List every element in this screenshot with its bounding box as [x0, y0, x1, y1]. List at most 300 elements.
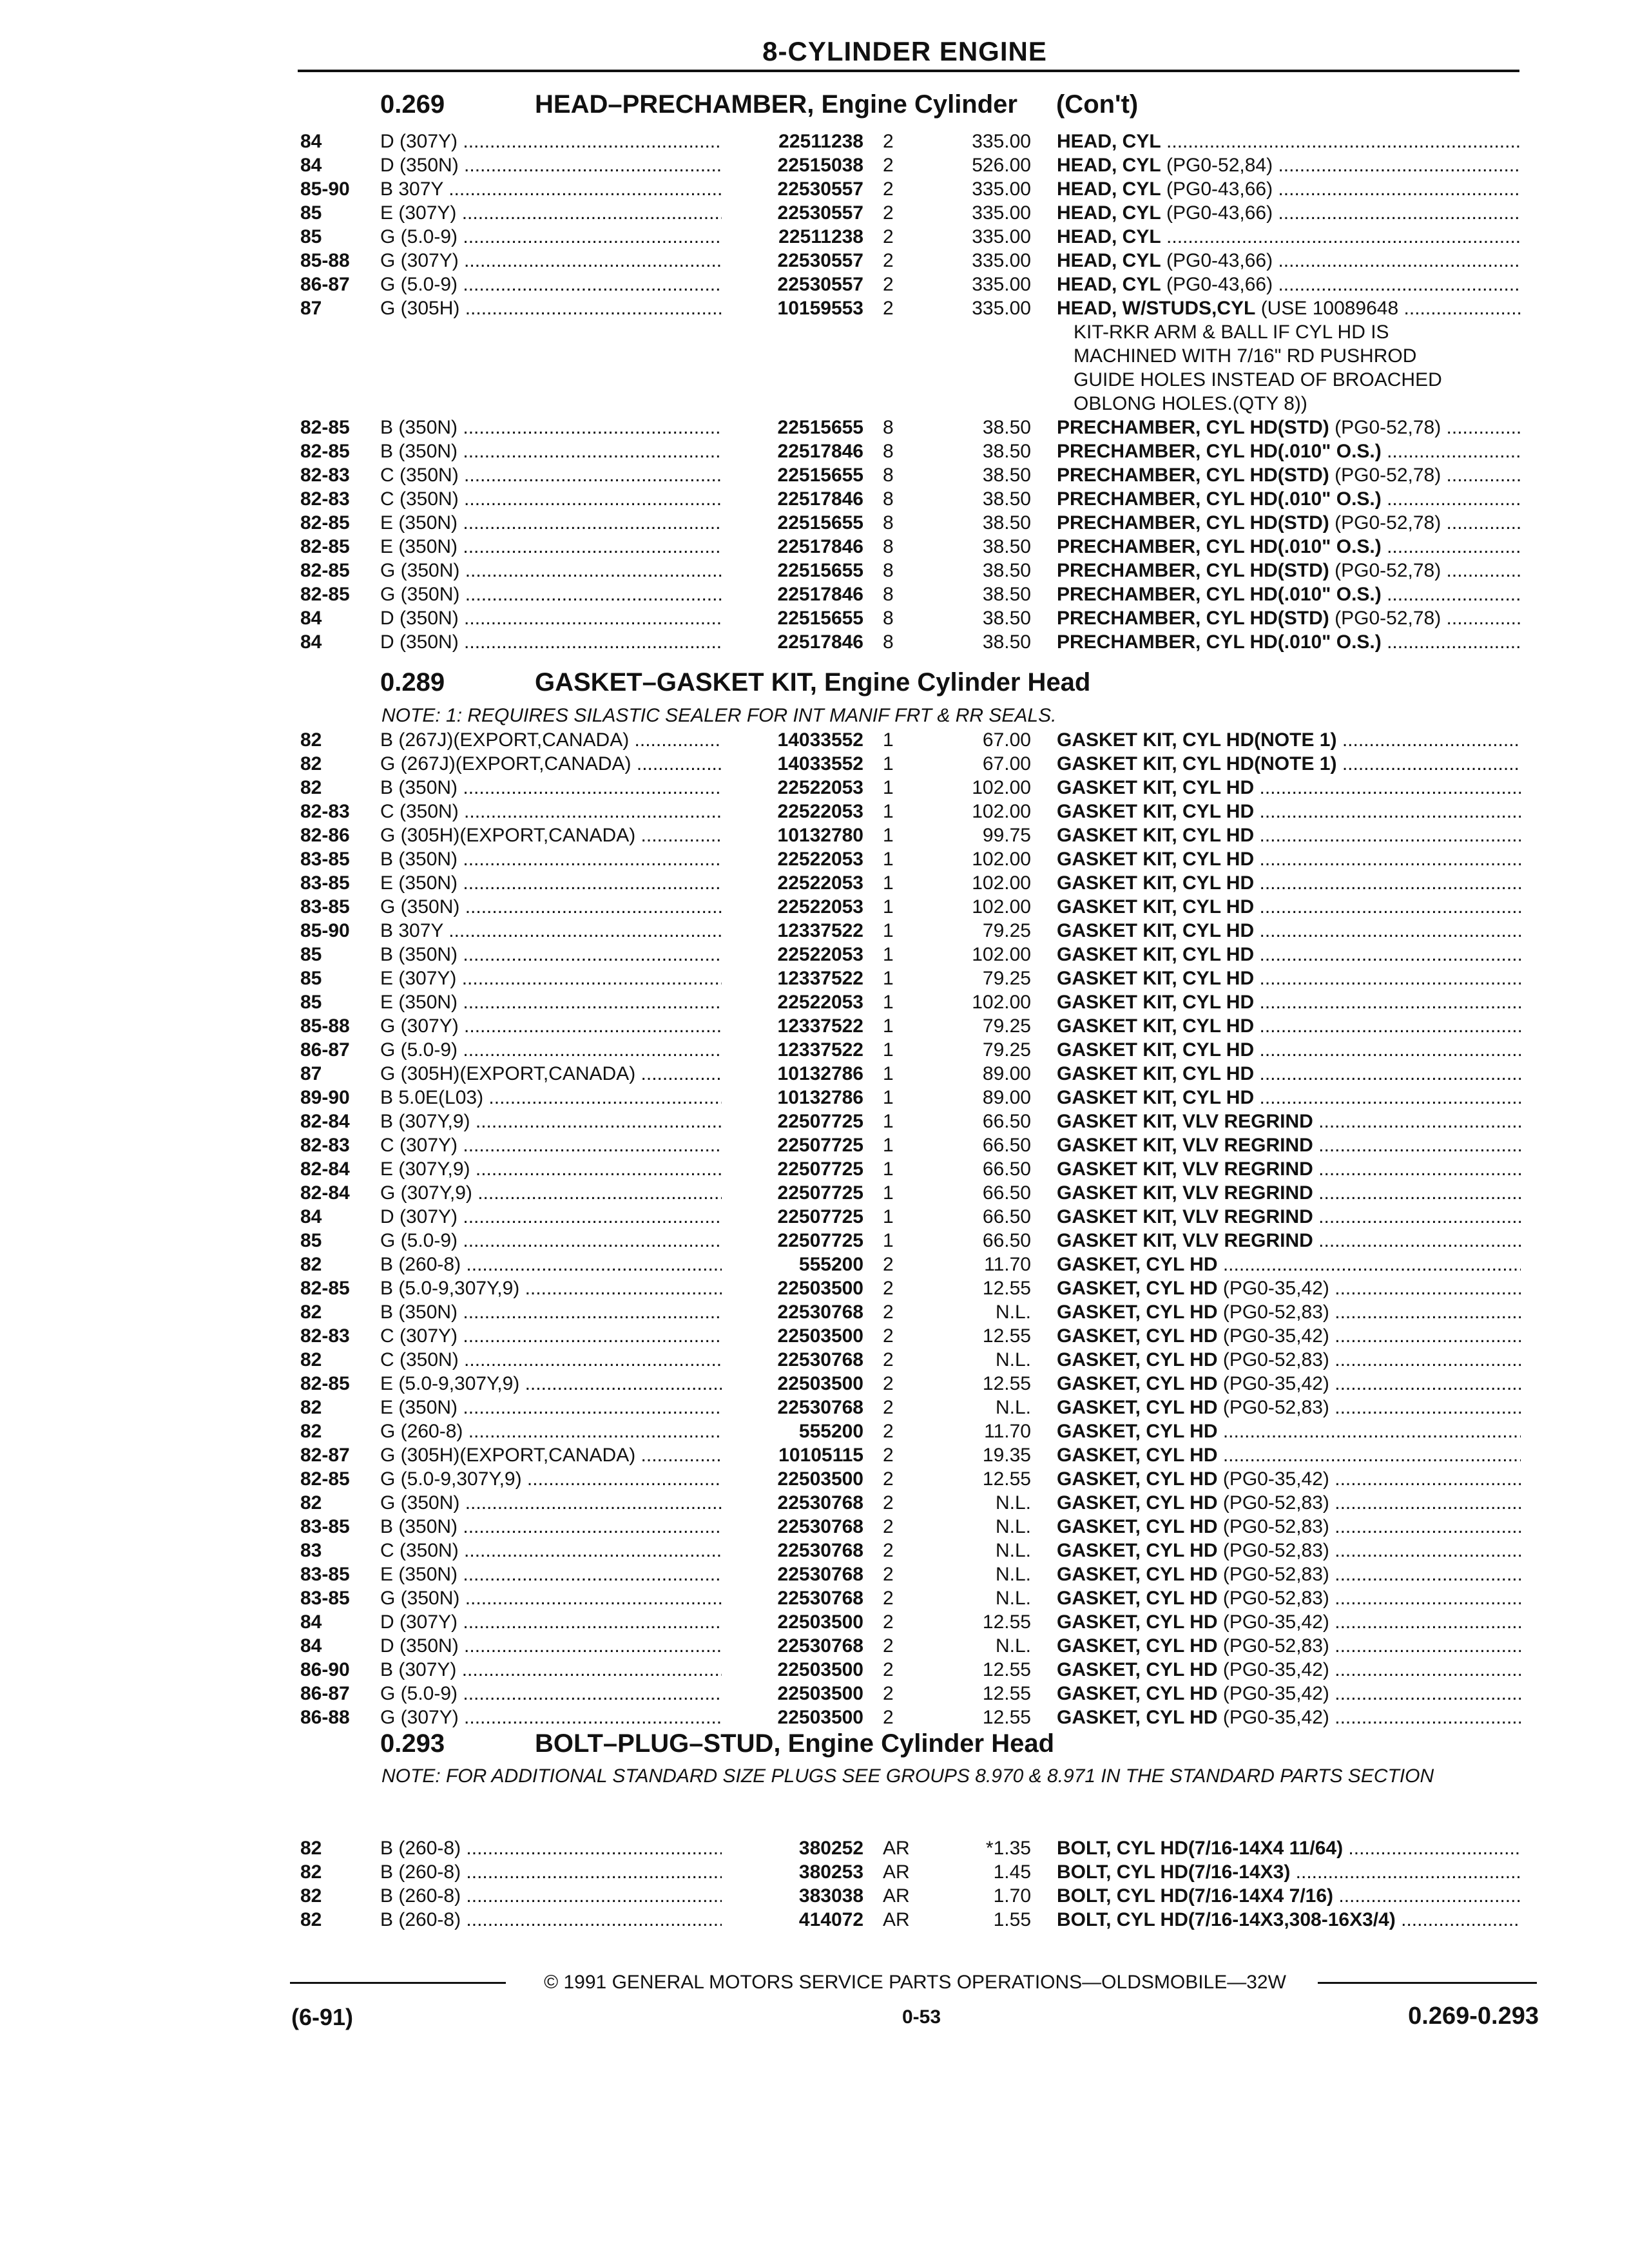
part-number: 555200 — [722, 1253, 863, 1276]
body-engine: E (307Y) ..... — [380, 966, 722, 990]
part-description — [1057, 1086, 1521, 1110]
part-number: 12337522 — [722, 966, 863, 990]
part-description — [1057, 225, 1521, 249]
table-row — [0, 728, 1629, 752]
body-engine: G (307Y) ..... — [380, 1706, 722, 1729]
body-engine: B (350N) ..... — [380, 1515, 722, 1539]
list-price: 102.00 — [972, 801, 1031, 822]
body-engine: B (260-8) ..... — [380, 1908, 722, 1932]
body-engine: C (307Y) ..... — [380, 1133, 722, 1157]
description-name: GASKET KIT, CYL HD — [1057, 1039, 1255, 1061]
quantity: 1 — [883, 896, 894, 918]
body-engine: B (307Y,9) ..... — [380, 1110, 722, 1133]
quantity: 1 — [883, 920, 894, 941]
part-description — [1057, 800, 1521, 823]
model-year: 85-90 — [300, 178, 350, 200]
model-year: 82-84 — [300, 1182, 350, 1204]
quantity: 8 — [883, 441, 894, 462]
model-year: 82 — [300, 753, 322, 774]
quantity: AR — [883, 1885, 910, 1907]
part-description — [1057, 559, 1521, 582]
description-detail: (PG0-35,42) — [1222, 1707, 1329, 1728]
body-engine: G (5.0-9) ..... — [380, 225, 722, 249]
body-engine: B (350N) ..... — [380, 416, 722, 439]
part-number: 22517846 — [722, 439, 863, 463]
footer-rule-right — [1318, 1982, 1537, 1984]
description-name: HEAD, CYL — [1057, 155, 1161, 176]
section-header-0-293 — [380, 1729, 1540, 1758]
description-detail: (PG0-52,78) — [1335, 608, 1441, 629]
table-row — [0, 990, 1629, 1014]
list-price: 38.50 — [982, 512, 1031, 533]
model-year: 82-83 — [300, 465, 350, 486]
body-engine: D (307Y) ..... — [380, 1610, 722, 1634]
list-price: 38.50 — [982, 465, 1031, 486]
part-number: 22530768 — [722, 1515, 863, 1539]
description-name: GASKET KIT, CYL HD — [1057, 777, 1255, 798]
body-engine: E (350N) ..... — [380, 871, 722, 895]
description-detail: OBLONG HOLES.(QTY 8)) — [1074, 393, 1307, 414]
part-description — [1057, 1324, 1521, 1348]
model-year: 82-85 — [300, 512, 350, 533]
description-name: PRECHAMBER, CYL HD(STD) — [1057, 465, 1329, 486]
quantity: 2 — [883, 1349, 894, 1370]
body-engine: B (5.0-9,307Y,9) ..... — [380, 1276, 722, 1300]
quantity: 2 — [883, 226, 894, 247]
description-detail: (PG0-35,42) — [1222, 1325, 1329, 1347]
table-row — [0, 1205, 1629, 1229]
body-engine: C (350N) ..... — [380, 1348, 722, 1372]
part-description — [1074, 368, 1537, 392]
quantity: 2 — [883, 1421, 894, 1442]
table-row — [0, 487, 1629, 511]
part-number: 22507725 — [722, 1110, 863, 1133]
body-engine: G (267J)(EXPORT,CANADA) ..... — [380, 752, 722, 776]
body-engine: E (350N) ..... — [380, 535, 722, 559]
part-number: 22530768 — [722, 1634, 863, 1658]
part-description — [1057, 1276, 1521, 1300]
part-description — [1057, 1205, 1521, 1229]
model-year: 82 — [300, 1421, 322, 1442]
section-note: NOTE: 1: REQUIRES SILASTIC SEALER FOR INT MANIF FRT & RR SEALS. — [381, 705, 1057, 726]
quantity: 1 — [883, 968, 894, 989]
model-year: 82-85 — [300, 1468, 350, 1490]
body-engine: G (350N) ..... — [380, 559, 722, 582]
quantity: 8 — [883, 512, 894, 533]
model-year: 85 — [300, 1230, 322, 1251]
part-description — [1057, 630, 1521, 654]
description-name: GASKET KIT, CYL HD — [1057, 968, 1255, 989]
part-number: 22507725 — [722, 1181, 863, 1205]
description-continuation — [0, 392, 1629, 416]
description-name: GASKET, CYL HD — [1057, 1397, 1218, 1418]
table-row — [0, 1157, 1629, 1181]
list-price: 12.55 — [982, 1373, 1031, 1394]
description-detail: (PG0-52,84) — [1166, 155, 1273, 176]
body-engine: G (305H)(EXPORT,CANADA) ..... — [380, 1443, 722, 1467]
table-row — [0, 800, 1629, 823]
table-row — [0, 1133, 1629, 1157]
description-detail: (PG0-35,42) — [1222, 1468, 1329, 1490]
description-name: GASKET KIT, CYL HD — [1057, 872, 1255, 894]
body-engine: C (350N) ..... — [380, 1539, 722, 1562]
body-engine: C (350N) ..... — [380, 463, 722, 487]
part-description — [1057, 1348, 1521, 1372]
part-description — [1057, 1539, 1521, 1562]
quantity: 2 — [883, 274, 894, 295]
model-year: 83-85 — [300, 1564, 350, 1585]
description-continuation — [0, 368, 1629, 392]
part-number: 22507725 — [722, 1157, 863, 1181]
list-price: 11.70 — [984, 1254, 1031, 1275]
description-continuation — [0, 320, 1629, 344]
table-row — [0, 895, 1629, 919]
body-engine: G (260-8) ..... — [380, 1419, 722, 1443]
description-detail: (PG0-52,83) — [1222, 1540, 1329, 1561]
footer-page-number: 0-53 — [901, 2006, 941, 2028]
list-price: 335.00 — [972, 131, 1031, 152]
part-number: 12337522 — [722, 1014, 863, 1038]
part-description — [1057, 990, 1521, 1014]
footer-date: (6-91) — [291, 2004, 354, 2030]
part-number: 22530557 — [722, 249, 863, 273]
table-row — [0, 1396, 1629, 1419]
quantity: 8 — [883, 417, 894, 438]
description-name: GASKET, CYL HD — [1057, 1635, 1218, 1657]
part-description — [1057, 582, 1521, 606]
description-name: BOLT, CYL HD(7/16-14X3,308-16X3/4) — [1057, 1909, 1396, 1930]
description-name: GASKET KIT, CYL HD — [1057, 920, 1255, 941]
table-row — [0, 296, 1629, 320]
table-row — [0, 1491, 1629, 1515]
part-number: 22530768 — [722, 1562, 863, 1586]
description-name: GASKET, CYL HD — [1057, 1564, 1218, 1585]
list-price: 102.00 — [972, 777, 1031, 798]
model-year: 82-85 — [300, 1278, 350, 1299]
body-engine: E (350N) ..... — [380, 1396, 722, 1419]
table-row — [0, 1110, 1629, 1133]
part-number: 10132780 — [722, 823, 863, 847]
description-name: GASKET, CYL HD — [1057, 1516, 1218, 1537]
body-engine: D (307Y) ..... — [380, 1205, 722, 1229]
body-engine: G (350N) ..... — [380, 582, 722, 606]
section-number: 0.289 — [380, 668, 445, 697]
quantity: 1 — [883, 1135, 894, 1156]
body-engine: E (5.0-9,307Y,9) ..... — [380, 1372, 722, 1396]
body-engine: B (350N) ..... — [380, 776, 722, 800]
description-name: GASKET KIT, CYL HD — [1057, 801, 1255, 822]
description-detail: (PG0-35,42) — [1222, 1611, 1329, 1633]
part-number: 22517846 — [722, 487, 863, 511]
model-year: 84 — [300, 1611, 322, 1633]
table-row — [0, 823, 1629, 847]
quantity: 2 — [883, 1254, 894, 1275]
part-description — [1057, 1610, 1521, 1634]
part-number: 22515655 — [722, 416, 863, 439]
description-detail: (PG0-52,83) — [1222, 1302, 1329, 1323]
model-year: 82 — [300, 1397, 322, 1418]
part-description — [1057, 1860, 1521, 1884]
list-price: 38.50 — [982, 441, 1031, 462]
list-price: N.L. — [995, 1588, 1031, 1609]
part-description — [1057, 1253, 1521, 1276]
part-number: 22515038 — [722, 153, 863, 177]
list-price: 102.00 — [972, 896, 1031, 918]
table-row — [0, 439, 1629, 463]
part-description — [1057, 943, 1521, 966]
body-engine: G (307Y) ..... — [380, 249, 722, 273]
section-title: GASKET–GASKET KIT, Engine Cylinder Head — [535, 668, 1091, 697]
description-name: PRECHAMBER, CYL HD(STD) — [1057, 608, 1329, 629]
part-number: 22515655 — [722, 559, 863, 582]
description-name: GASKET KIT, CYL HD — [1057, 1015, 1255, 1037]
body-engine: B (267J)(EXPORT,CANADA) ..... — [380, 728, 722, 752]
table-row — [0, 1836, 1629, 1860]
list-price: 38.50 — [982, 584, 1031, 605]
model-year: 82-85 — [300, 584, 350, 605]
part-description — [1057, 776, 1521, 800]
description-name: GASKET, CYL HD — [1057, 1659, 1218, 1680]
list-price: 66.50 — [982, 1206, 1031, 1227]
model-year: 87 — [300, 298, 322, 319]
table-row — [0, 1276, 1629, 1300]
part-number: 22522053 — [722, 800, 863, 823]
model-year: 83 — [300, 1540, 322, 1561]
description-name: HEAD, CYL — [1057, 226, 1161, 247]
part-number: 14033552 — [722, 752, 863, 776]
part-description — [1057, 847, 1521, 871]
part-description — [1057, 966, 1521, 990]
table-row — [0, 463, 1629, 487]
model-year: 83-85 — [300, 1516, 350, 1537]
description-detail: (PG0-52,78) — [1335, 465, 1441, 486]
list-price: 79.25 — [982, 968, 1031, 989]
body-engine: B (350N) ..... — [380, 847, 722, 871]
list-price: 67.00 — [982, 729, 1031, 751]
quantity: 8 — [883, 465, 894, 486]
description-name: HEAD, CYL — [1057, 202, 1161, 224]
part-number: 12337522 — [722, 919, 863, 943]
table-row — [0, 535, 1629, 559]
model-year: 82-85 — [300, 417, 350, 438]
description-name: GASKET KIT, CYL HD(NOTE 1) — [1057, 753, 1337, 774]
body-engine: G (350N) ..... — [380, 1491, 722, 1515]
body-engine: G (305H) ..... — [380, 296, 722, 320]
part-number: 22522053 — [722, 871, 863, 895]
description-detail: (PG0-52,83) — [1222, 1516, 1329, 1537]
section-note: NOTE: FOR ADDITIONAL STANDARD SIZE PLUGS SEE GROUPS 8.970 & 8.971 IN THE STANDARD PARTS SECTION — [381, 1765, 1434, 1787]
list-price: 79.25 — [982, 1015, 1031, 1037]
description-detail: (PG0-52,78) — [1335, 560, 1441, 581]
part-description — [1057, 1396, 1521, 1419]
table-row — [0, 1860, 1629, 1884]
description-name: PRECHAMBER, CYL HD(.010" O.S.) — [1057, 631, 1382, 653]
list-price: 67.00 — [982, 753, 1031, 774]
table-row — [0, 1610, 1629, 1634]
table-row — [0, 1253, 1629, 1276]
part-number: 22522053 — [722, 776, 863, 800]
part-number: 22503500 — [722, 1276, 863, 1300]
list-price: 335.00 — [972, 202, 1031, 224]
table-row — [0, 1181, 1629, 1205]
description-name: GASKET, CYL HD — [1057, 1707, 1218, 1728]
list-price: 335.00 — [972, 298, 1031, 319]
model-year: 84 — [300, 155, 322, 176]
model-year: 87 — [300, 1063, 322, 1084]
table-row — [0, 1062, 1629, 1086]
list-price: 38.50 — [982, 608, 1031, 629]
part-description — [1057, 1110, 1521, 1133]
quantity: 8 — [883, 631, 894, 653]
quantity: AR — [883, 1838, 910, 1859]
list-price: 38.50 — [982, 560, 1031, 581]
part-description — [1057, 1515, 1521, 1539]
table-row — [0, 1634, 1629, 1658]
quantity: 8 — [883, 584, 894, 605]
part-number: 22530768 — [722, 1491, 863, 1515]
part-number: 22507725 — [722, 1229, 863, 1253]
body-engine: C (350N) ..... — [380, 487, 722, 511]
part-description — [1057, 130, 1521, 153]
table-row — [0, 1443, 1629, 1467]
quantity: 2 — [883, 1707, 894, 1728]
description-name: GASKET, CYL HD — [1057, 1325, 1218, 1347]
quantity: 2 — [883, 1659, 894, 1680]
model-year: 82 — [300, 1909, 322, 1930]
quantity: 2 — [883, 1611, 894, 1633]
body-engine: B (307Y) ..... — [380, 1658, 722, 1682]
description-name: PRECHAMBER, CYL HD(.010" O.S.) — [1057, 488, 1382, 510]
list-price: 38.50 — [982, 488, 1031, 510]
model-year: 82-85 — [300, 536, 350, 557]
part-description — [1057, 273, 1521, 296]
quantity: 2 — [883, 202, 894, 224]
description-name: PRECHAMBER, CYL HD(.010" O.S.) — [1057, 536, 1382, 557]
model-year: 85 — [300, 202, 322, 224]
model-year: 84 — [300, 131, 322, 152]
model-year: 82-85 — [300, 1373, 350, 1394]
part-description — [1057, 1908, 1521, 1932]
quantity: 8 — [883, 608, 894, 629]
list-price: 102.00 — [972, 944, 1031, 965]
description-detail: (PG0-35,42) — [1222, 1659, 1329, 1680]
description-name: GASKET KIT, VLV REGRIND — [1057, 1206, 1313, 1227]
model-year: 86-90 — [300, 1659, 350, 1680]
part-description — [1057, 535, 1521, 559]
part-description — [1057, 177, 1521, 201]
quantity: 1 — [883, 992, 894, 1013]
table-row — [0, 1038, 1629, 1062]
description-name: PRECHAMBER, CYL HD(STD) — [1057, 417, 1329, 438]
model-year: 84 — [300, 631, 322, 653]
description-name: PRECHAMBER, CYL HD(.010" O.S.) — [1057, 584, 1382, 605]
description-detail: (PG0-43,66) — [1166, 250, 1273, 271]
part-number: 22503500 — [722, 1467, 863, 1491]
list-price: N.L. — [995, 1564, 1031, 1585]
list-price: 89.00 — [982, 1087, 1031, 1108]
part-description — [1057, 487, 1521, 511]
model-year: 86-87 — [300, 1683, 350, 1704]
table-row — [0, 776, 1629, 800]
part-number: 22503500 — [722, 1610, 863, 1634]
part-description — [1057, 895, 1521, 919]
body-engine: D (307Y) ..... — [380, 130, 722, 153]
body-engine: B (260-8) ..... — [380, 1884, 722, 1908]
description-detail: (USE 10089648 — [1260, 298, 1399, 319]
quantity: 1 — [883, 1158, 894, 1180]
part-description — [1057, 823, 1521, 847]
part-description — [1057, 1586, 1521, 1610]
quantity: AR — [883, 1861, 910, 1883]
part-number: 10132786 — [722, 1062, 863, 1086]
model-year: 82-85 — [300, 560, 350, 581]
description-detail: (PG0-52,83) — [1222, 1564, 1329, 1585]
description-name: GASKET, CYL HD — [1057, 1302, 1218, 1323]
description-name: GASKET, CYL HD — [1057, 1683, 1218, 1704]
description-name: HEAD, CYL — [1057, 274, 1161, 295]
table-row — [0, 1706, 1629, 1729]
list-price: N.L. — [995, 1397, 1031, 1418]
part-description — [1057, 1491, 1521, 1515]
part-description — [1057, 463, 1521, 487]
table-row — [0, 630, 1629, 654]
part-description — [1057, 728, 1521, 752]
description-detail: (PG0-52,83) — [1222, 1349, 1329, 1370]
part-description — [1057, 606, 1521, 630]
list-price: 1.70 — [993, 1885, 1031, 1907]
table-row — [0, 177, 1629, 201]
body-engine: G (305H)(EXPORT,CANADA) ..... — [380, 823, 722, 847]
model-year: 82-83 — [300, 1325, 350, 1347]
part-number: 22503500 — [722, 1372, 863, 1396]
table-row — [0, 966, 1629, 990]
body-engine: D (350N) ..... — [380, 630, 722, 654]
model-year: 82 — [300, 1838, 322, 1859]
part-number: 22507725 — [722, 1133, 863, 1157]
description-name: GASKET KIT, CYL HD — [1057, 1063, 1255, 1084]
model-year: 82 — [300, 1492, 322, 1514]
part-description — [1057, 1419, 1521, 1443]
description-name: GASKET, CYL HD — [1057, 1421, 1218, 1442]
body-engine: G (350N) ..... — [380, 1586, 722, 1610]
quantity: 2 — [883, 1492, 894, 1514]
quantity: 1 — [883, 1206, 894, 1227]
description-continuation — [0, 344, 1629, 368]
list-price: 12.55 — [982, 1659, 1031, 1680]
model-year: 83-85 — [300, 896, 350, 918]
body-engine: D (350N) ..... — [380, 1634, 722, 1658]
body-engine: E (350N) ..... — [380, 1562, 722, 1586]
description-detail: (PG0-43,66) — [1166, 274, 1273, 295]
description-detail: (PG0-35,42) — [1222, 1278, 1329, 1299]
part-number: 380253 — [722, 1860, 863, 1884]
table-row — [0, 1229, 1629, 1253]
model-year: 82 — [300, 1254, 322, 1275]
description-name: GASKET KIT, CYL HD — [1057, 944, 1255, 965]
description-name: GASKET KIT, CYL HD — [1057, 825, 1255, 846]
part-number: 22530557 — [722, 177, 863, 201]
body-engine: G (5.0-9) ..... — [380, 1682, 722, 1706]
description-name: GASKET, CYL HD — [1057, 1445, 1218, 1466]
part-number: 383038 — [722, 1884, 863, 1908]
list-price: N.L. — [995, 1492, 1031, 1514]
description-name: GASKET KIT, VLV REGRIND — [1057, 1230, 1313, 1251]
table-row — [0, 606, 1629, 630]
part-number: 22503500 — [722, 1682, 863, 1706]
table-row — [0, 1014, 1629, 1038]
description-name: GASKET KIT, VLV REGRIND — [1057, 1135, 1313, 1156]
body-engine: E (350N) ..... — [380, 511, 722, 535]
